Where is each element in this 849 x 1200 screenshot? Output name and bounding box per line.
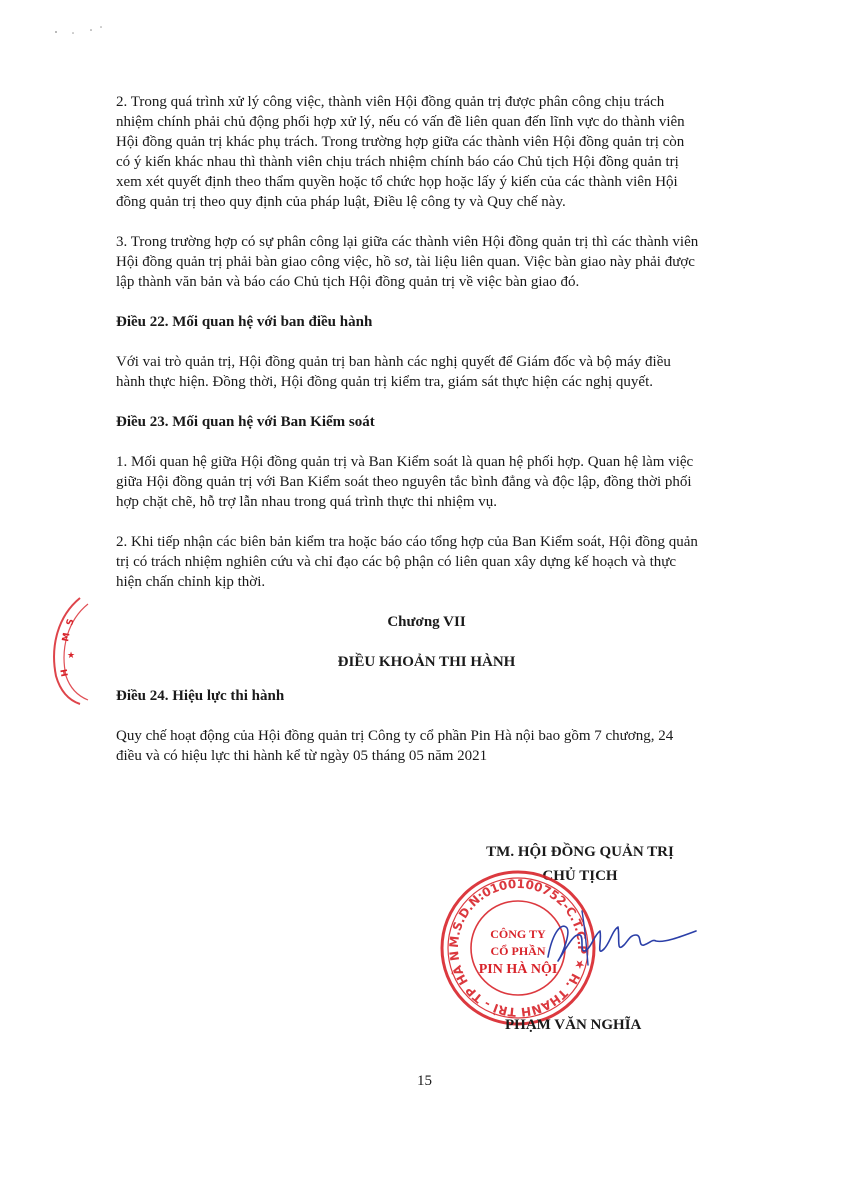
text-line: 1. Mối quan hệ giữa Hội đồng quản trị và Ban Kiểm soát là quan hệ phối hợp. Quan hệ làm việc (116, 454, 694, 470)
text-line: có ý kiến khác nhau thì thành viên chịu trách nhiệm chính báo cáo Chủ tịch Hội đồng quản trị (116, 154, 679, 170)
text-line: xem xét quyết định theo thẩm quyền hoặc tổ chức họp hoặc lấy ý kiến của các thành viên Hội (116, 174, 678, 190)
svg-text:M: M (61, 631, 73, 643)
text-line: hành thực hiện. Đồng thời, Hội đồng quản trị kiểm tra, giám sát thực hiện các nghị quyết. (116, 374, 653, 390)
paragraph-3 (116, 232, 737, 292)
paragraph-2 (116, 92, 737, 212)
svg-text:★: ★ (67, 651, 76, 661)
text-line: Quy chế hoạt động của Hội đồng quản trị Công ty cổ phần Pin Hà nội bao gồm 7 chương, 24 (116, 728, 674, 744)
article-22-heading: Điều 22. Mối quan hệ với ban điều hành (116, 314, 373, 330)
text-line: hợp chặt chẽ, hỗ trợ lẫn nhau trong quá trình thực thi nhiệm vụ. (116, 494, 497, 510)
text-line: điều và có hiệu lực thi hành kể từ ngày 05 tháng 05 năm 2021 (116, 748, 488, 764)
article-23-heading: Điều 23. Mối quan hệ với Ban Kiểm soát (116, 414, 375, 430)
seal-line-3: PIN HÀ NỘI (478, 962, 558, 977)
document-body (116, 92, 737, 766)
text-line: đồng quản trị theo quy định của pháp luật, Điều lệ công ty và Quy chế này. (116, 194, 566, 210)
chapter-title: ĐIỀU KHOẢN THI HÀNH (337, 654, 516, 670)
text-line: 2. Khi tiếp nhận các biên bản kiểm tra hoặc báo cáo tổng hợp của Ban Kiểm soát, Hội đồng quản (116, 534, 698, 550)
handwritten-signature (540, 905, 700, 975)
seal-ring-text: M.S.D.N:0100100752-C.T.C.P ★ H. THANH TRÌ - TP HÀ N (446, 876, 590, 1020)
position-title: CHỦ TỊCH (542, 868, 618, 884)
svg-text:S: S (65, 617, 77, 627)
text-line: trị có trách nhiệm nghiên cứu và chỉ đạo các bộ phận có liên quan xây dựng kế hoạch và thực (116, 554, 677, 570)
text-line: nhiệm chính phải chủ động phối hợp xử lý, nếu có vấn đề liên quan đến lĩnh vực do thành viên (116, 114, 685, 130)
partial-seal-edge (40, 596, 90, 706)
text-line: 3. Trong trường hợp có sự phân công lại giữa các thành viên Hội đồng quản trị thì các thành viên (116, 234, 699, 250)
article-24-heading: Điều 24. Hiệu lực thi hành (116, 688, 285, 704)
text-line: Với vai trò quản trị, Hội đồng quản trị ban hành các nghị quyết để Giám đốc và bộ máy điều (116, 354, 671, 370)
seal-line-2: CỔ PHẦN (490, 944, 546, 958)
text-line: 2. Trong quá trình xử lý công việc, thành viên Hội đồng quản trị được phân công chịu trách (116, 94, 665, 110)
article-24-body (116, 726, 737, 766)
seal-line-1: CÔNG TY (490, 927, 546, 941)
text-line: giữa Hội đồng quản trị với Ban Kiểm soát theo nguyên tắc bình đẳng và độc lập, đồng thời phối (116, 474, 692, 490)
svg-text:H: H (59, 668, 71, 678)
text-line: hiện chấn chỉnh kịp thời. (116, 574, 266, 590)
signer-name: PHẠM VĂN NGHĨA (505, 1017, 642, 1033)
chapter-number: Chương VII (387, 614, 466, 630)
article-23-paragraph-1 (116, 452, 737, 512)
article-23-paragraph-2 (116, 532, 737, 592)
text-line: Hội đồng quản trị phải bàn giao công việc, hồ sơ, tài liệu liên quan. Việc bàn giao này phải được (116, 254, 695, 270)
text-line: lập thành văn bản và báo cáo Chủ tịch Hội đồng quản trị về việc bàn giao đó. (116, 274, 580, 290)
page-number: 15 (417, 1073, 432, 1089)
article-22-body (116, 352, 737, 392)
on-behalf-title: TM. HỘI ĐỒNG QUẢN TRỊ (486, 844, 674, 860)
text-line: Hội đồng quản trị khác phụ trách. Trong trường hợp giữa các thành viên Hội đồng quản trị còn (116, 134, 685, 150)
scan-artifact (40, 20, 120, 40)
